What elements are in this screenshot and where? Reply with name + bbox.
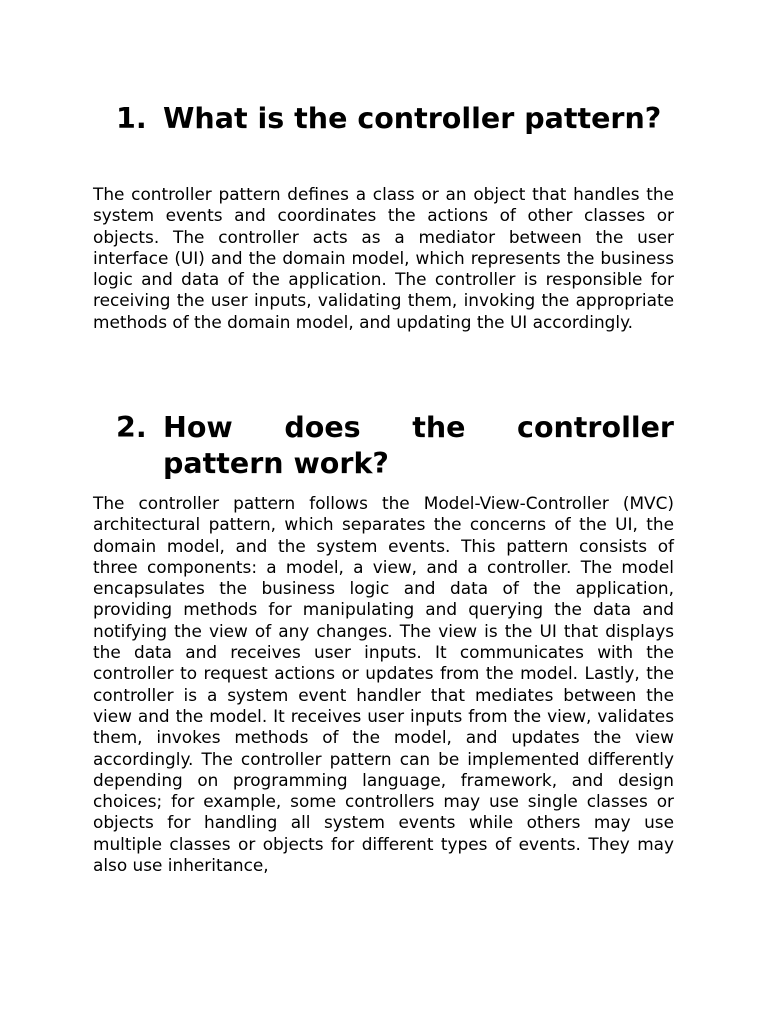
section-heading <box>116 101 674 137</box>
section-paragraph: The controller pattern follows the Model-View-Controller (MVC) architectural pattern, which separates the concerns of the UI, the domain model, and the system events. This pattern consists of three components: a model, a view, and a controller. The model encapsulates the business logic and data of the application, providing methods for manipulating and querying the data and notifying the view of any changes. The view is the UI that displays the data and receives user inputs. It communicates with the controller to request actions or updates from the model. Lastly, the controller is a system event handler that mediates between the view and the model. It receives user inputs from the view, validates them, invokes methods of the model, and updates the view accordingly. The controller pattern can be implemented differently depending on programming language, framework, and design choices; for example, some controllers may use single classes or objects for handling all system events while others may use multiple classes or objects for different types of events. They may also use inheritance, <box>93 493 674 876</box>
section-heading-text: What is the controller pattern? <box>163 102 662 135</box>
section-paragraph: The controller pattern defines a class or an object that handles the system events and coordinates the actions of other classes or objects. The controller acts as a mediator between the user interface (UI) and the domain model, which represents the business logic and data of the application. The controller is responsible for receiving the user inputs, validating them, invoking the appropriate methods of the domain model, and updating the UI accordingly. <box>93 184 674 332</box>
section-number: 2. <box>116 411 147 444</box>
section-heading-text: How does the controller pattern work? <box>163 411 674 480</box>
section-heading <box>116 410 674 482</box>
section-number: 1. <box>116 102 147 135</box>
